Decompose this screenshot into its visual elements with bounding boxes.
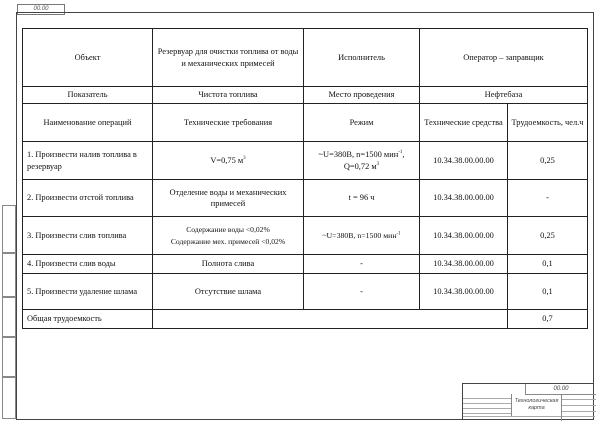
operation-tools: 10.34.38.00.00.00 [420, 217, 508, 255]
col-operation-header: Наименование операций [23, 104, 153, 142]
indicator-row [23, 87, 588, 104]
req-text: Содержание воды <0,02% [186, 225, 270, 234]
total-label: Общая трудоемкость [23, 310, 153, 329]
operation-tools: 10.34.38.00.00.00 [420, 255, 508, 274]
operation-tools: 10.34.38.00.00.00 [420, 274, 508, 310]
operation-labor: - [508, 180, 588, 217]
object-label: Объект [23, 29, 153, 87]
operations-body [23, 142, 588, 310]
object-value: Резервуар для очистки топлива от воды и механических примесей [153, 29, 304, 87]
req-sup: 3 [243, 155, 246, 161]
title-block-right-grid [561, 394, 596, 421]
operation-name: 5. Произвести удаление шлама [23, 274, 153, 310]
operation-name: 3. Произвести слив топлива [23, 217, 153, 255]
operation-mode [304, 180, 420, 217]
indicator-value: Чистота топлива [153, 87, 304, 104]
operation-tools: 10.34.38.00.00.00 [420, 180, 508, 217]
operation-name: 2. Произвести отстой топлива [23, 180, 153, 217]
mode-a: - [360, 259, 363, 269]
col-labor-header: Трудоемкость, чел.ч [508, 104, 588, 142]
operation-requirements [153, 255, 304, 274]
operation-requirements [153, 274, 304, 310]
left-margin-strip [2, 205, 16, 419]
operation-row [23, 255, 588, 274]
operation-mode [304, 274, 420, 310]
tech-card-table [22, 28, 588, 329]
operation-mode [304, 142, 420, 180]
req-text: Отделение воды и механических примесей [169, 187, 287, 208]
performer-value: Оператор – заправщик [420, 29, 588, 87]
performer-label: Исполнитель [304, 29, 420, 87]
operation-row [23, 142, 588, 180]
total-row [23, 310, 588, 329]
operation-mode [304, 217, 420, 255]
title-block [462, 383, 594, 420]
mode-a: t = 96 ч [348, 193, 375, 203]
operation-row [23, 180, 588, 217]
req-text: V=0,75 м [210, 155, 244, 165]
indicator-label: Показатель [23, 87, 153, 104]
top-stamp: 00.00 [17, 4, 65, 15]
operation-mode [304, 255, 420, 274]
operation-row [23, 274, 588, 310]
req-text: Отсутствие шлама [194, 286, 262, 296]
mode-a-sup: -1 [396, 231, 401, 237]
mode-a: - [360, 286, 363, 296]
mode-b: Q=0,72 м [343, 161, 377, 171]
operation-labor: 0,25 [508, 217, 588, 255]
column-header-row [23, 104, 588, 142]
title-block-code: 00.00 [525, 384, 596, 395]
place-value: Нефтебаза [420, 87, 588, 104]
operation-requirements [153, 180, 304, 217]
operation-tools: 10.34.38.00.00.00 [420, 142, 508, 180]
mode-a: ~U=380В, n=1500 мин [318, 150, 399, 159]
col-requirements-header: Технические требования [153, 104, 304, 142]
req-text: Полнота слива [201, 259, 255, 269]
operation-labor: 0,25 [508, 142, 588, 180]
operation-row [23, 217, 588, 255]
req-text-2: Содержание мех. примесей <0,02% [170, 236, 286, 246]
mode-b-sup: 3 [376, 161, 380, 167]
operation-name: 4. Произвести слив воды [23, 255, 153, 274]
title-block-title: Технологическая карта [511, 394, 561, 416]
col-tools-header: Технические средства [420, 104, 508, 142]
operation-labor: 0,1 [508, 255, 588, 274]
col-mode-header: Режим [304, 104, 420, 142]
total-spacer [153, 310, 508, 329]
operation-labor: 0,1 [508, 274, 588, 310]
operation-requirements [153, 217, 304, 255]
mode-a-sup: -1 [398, 150, 403, 156]
object-row [23, 29, 588, 87]
operation-name: 1. Произвести налив топлива в резервуар [23, 142, 153, 180]
mode-a-tail: , [402, 150, 405, 159]
place-label: Место проведения [304, 87, 420, 104]
total-value: 0,7 [508, 310, 588, 329]
mode-a: ~U=380В, n=1500 мин [322, 230, 397, 240]
tech-card-body [23, 29, 588, 142]
operation-requirements [153, 142, 304, 180]
